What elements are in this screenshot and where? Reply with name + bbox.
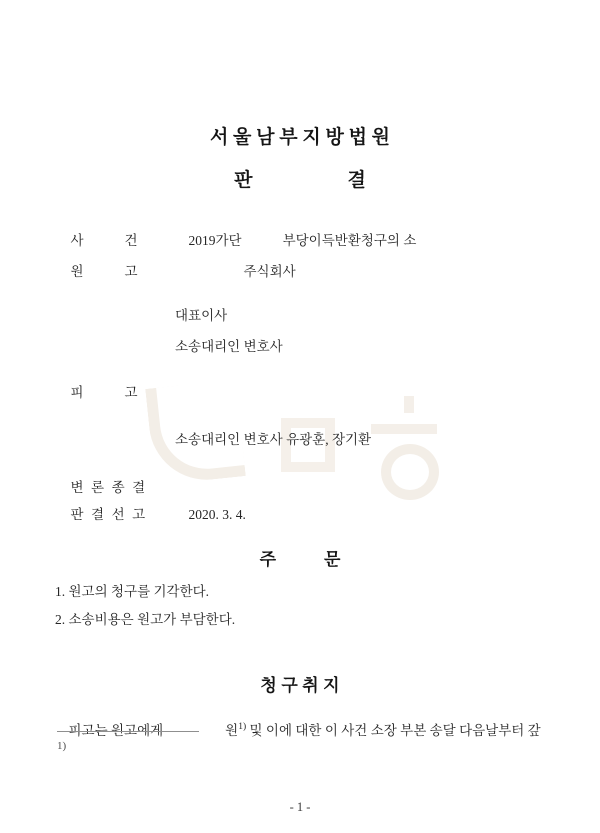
document-title-text: 판결 bbox=[234, 170, 461, 191]
redacted-gap bbox=[242, 244, 283, 245]
court-name: 서 울 남 부 지 방 법 원 bbox=[209, 127, 391, 148]
order-heading bbox=[0, 550, 600, 570]
judgment-date-label: 판결선고 bbox=[70, 507, 153, 523]
claim-heading bbox=[0, 676, 600, 696]
claim-body: 및 이에 대한 이 사건 소장 부본 송달 다음날부터 갚 bbox=[246, 723, 541, 739]
defendant-counsel-line: 소송대리인 변호사 유광훈, 장기환 bbox=[175, 432, 372, 447]
plaintiff-counsel-line: 소송대리인 변호사 bbox=[175, 339, 283, 354]
order-item-1: 1. 원고의 청구를 기각한다. bbox=[55, 584, 210, 599]
plaintiff-label: 원고 bbox=[70, 264, 179, 280]
plaintiff-entity: 주식회사 bbox=[243, 264, 296, 280]
redacted-gap bbox=[163, 734, 225, 735]
redacted-gap bbox=[189, 275, 244, 276]
order-item-2: 2. 소송비용은 원고가 부담한다. bbox=[55, 612, 236, 627]
representative-line: 대표이사 bbox=[175, 308, 228, 323]
footnote-divider bbox=[57, 731, 199, 732]
watermark-bar-shape bbox=[371, 424, 437, 434]
case-label: 사건 bbox=[70, 233, 179, 249]
order-heading-text: 주문 bbox=[259, 550, 389, 569]
document-title bbox=[0, 170, 600, 193]
defendant-label: 피고 bbox=[70, 385, 179, 401]
footnote-marker: 1) bbox=[57, 740, 67, 752]
case-name: 부당이득반환청구의 소 bbox=[282, 233, 417, 249]
claim-footnote-ref: 1) bbox=[238, 722, 247, 733]
claim-heading-text: 청구취지 bbox=[260, 676, 345, 695]
plaintiff-row bbox=[57, 248, 296, 297]
judgment-date-value: 2020. 3. 4. bbox=[188, 507, 246, 523]
watermark-tick-shape bbox=[404, 396, 414, 413]
hearing-closed-label: 변론종결 bbox=[70, 480, 153, 496]
page-number: - 1 - bbox=[289, 800, 311, 814]
defendant-row bbox=[57, 369, 189, 418]
claim-currency: 원 bbox=[225, 723, 239, 739]
watermark-circle-shape bbox=[381, 444, 439, 500]
claim-prefix: 피고는 원고에게 bbox=[68, 723, 164, 739]
case-number: 2019가단 bbox=[188, 233, 242, 249]
judgment-date-row bbox=[57, 491, 246, 540]
